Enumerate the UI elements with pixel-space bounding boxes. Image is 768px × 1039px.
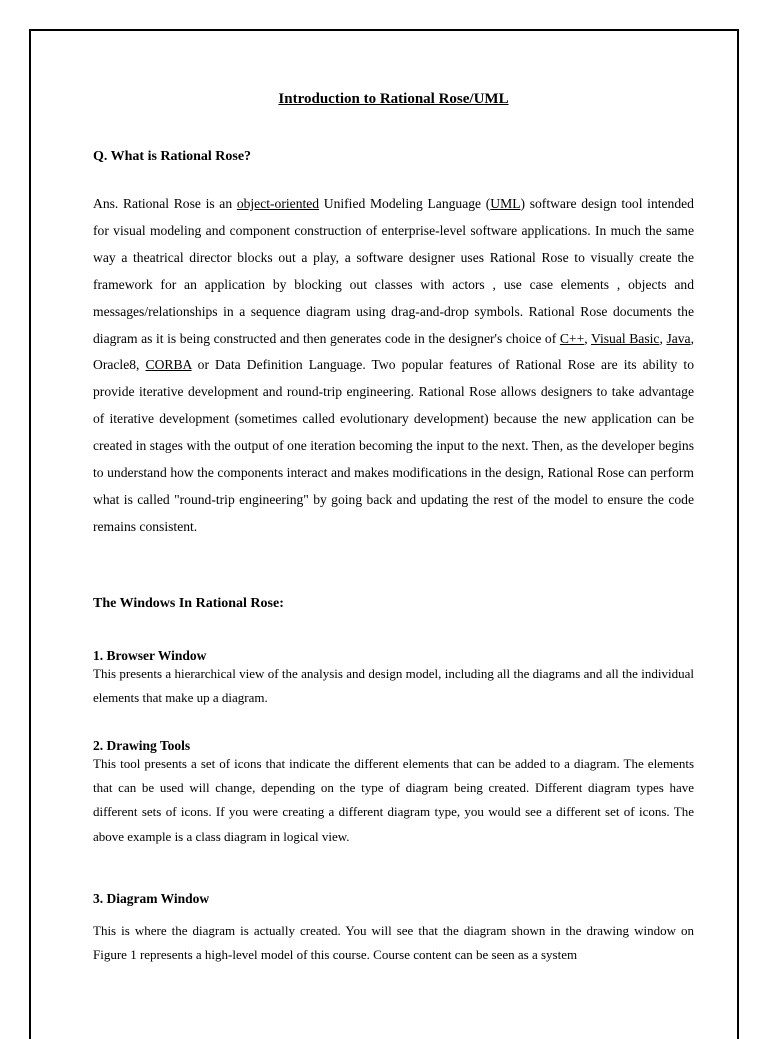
link-visual-basic[interactable]: Visual Basic <box>590 330 660 346</box>
drawing-tools-text: This tool presents a set of icons that indicate the different elements that can be added to a diagram. The elements that can be used will change, depending on the type of diagram being created. Different diagram types have different sets of icons. If you were creating a different diagram type, you would see a different set of icons. The above example is a class diagram in logical view. <box>93 756 694 844</box>
question-heading: Q. What is Rational Rose? <box>93 149 252 164</box>
document-page <box>29 29 739 1039</box>
browser-window-text: This presents a hierarchical view of the analysis and design model, including all the diagrams and all the individual elements that make up a diagram. <box>93 666 694 706</box>
link-object-oriented[interactable]: object-oriented <box>236 196 320 211</box>
answer-text: , <box>659 330 667 346</box>
answer-text: Unified Modeling Language ( <box>319 196 491 211</box>
diagram-window-heading: 3. Diagram Window <box>93 891 210 906</box>
answer-text: Ans. Rational Rose is an <box>93 196 237 211</box>
answer-text: , <box>584 330 591 346</box>
link-corba[interactable]: CORBA <box>145 357 192 373</box>
diagram-window-text: This is where the diagram is actually created. You will see that the diagram shown in the drawing window on Figure 1 represents a high-level model of this course. Course content can be seen as a system <box>93 923 694 963</box>
link-cpp[interactable]: C++ <box>559 330 585 346</box>
link-uml[interactable]: UML <box>490 196 521 211</box>
answer-text: , Oracle8, <box>93 330 694 373</box>
answer-text: or Data Definition Language. Two popular features of Rational Rose are its ability to provide iterative development and round-trip engineering. Rational Rose allows designers to take advantage of iterative development (sometimes called evolutionary development) because the new application can be created in stages with the output of one iteration becoming the input to the next. Then, as the developer begins to understand how the components interact and makes modifications in the design, Rational Rose can perform what is called "round-trip engineering" by going back and updating the rest of the model to ensure the code remains consistent. <box>93 357 694 534</box>
answer-paragraph <box>93 191 694 541</box>
answer-text: ) software design tool intended for visual modeling and component construction of enterprise-level software applications. In much the same way a theatrical director blocks out a play, a software designer uses Rational Rose to visually create the framework for an application by blocking out classes with actors , use case elements , objects and messages/relationships in a sequence diagram using drag-and-drop symbols. Rational Rose documents the diagram as it is being constructed and then generates code in the designer's choice of <box>93 196 694 346</box>
document-title: Introduction to Rational Rose/UML <box>278 91 509 107</box>
drawing-tools-heading: 2. Drawing Tools <box>93 738 191 753</box>
link-java[interactable]: Java <box>666 330 691 346</box>
browser-window-heading: 1. Browser Window <box>93 648 207 663</box>
windows-heading: The Windows In Rational Rose: <box>93 596 284 611</box>
